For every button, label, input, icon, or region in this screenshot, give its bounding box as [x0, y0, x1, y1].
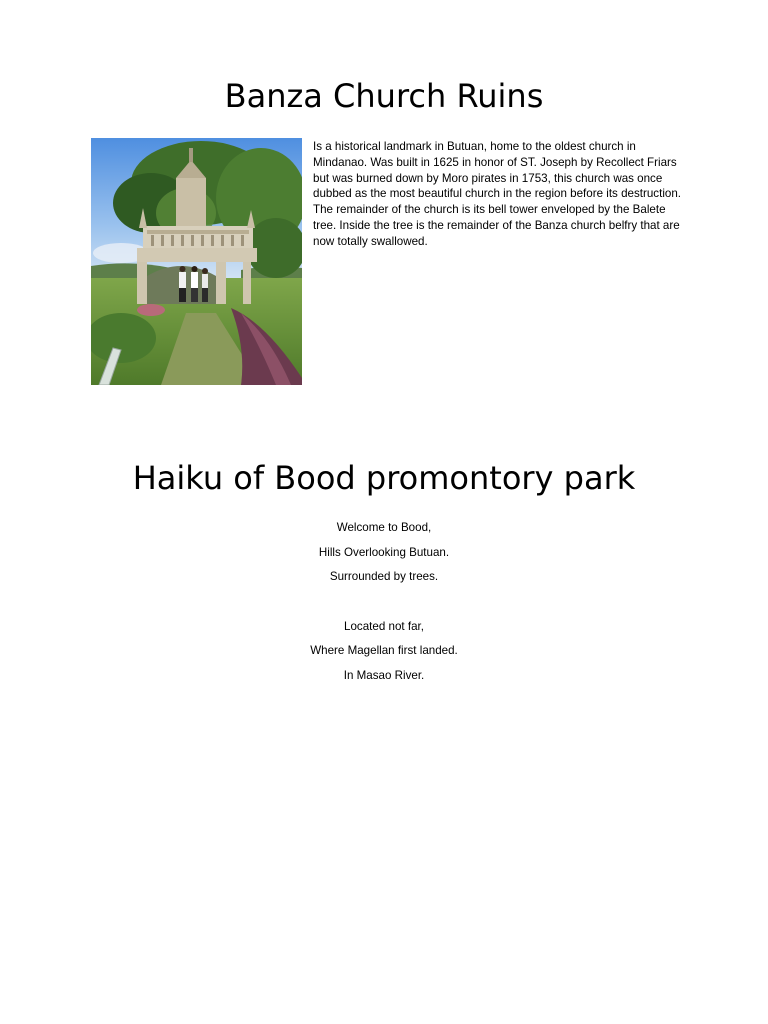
stanza-gap: [0, 592, 768, 617]
haiku-line: Surrounded by trees.: [329, 570, 439, 584]
haiku-line: In Masao River.: [343, 669, 425, 683]
haiku-line: Where Magellan first landed.: [310, 644, 458, 658]
haiku-line: Hills Overlooking Butuan.: [318, 545, 450, 559]
banza-description: Is a historical landmark in Butuan, home to the oldest church in Mindanao. Was built in 1625 in honor of ST. Joseph by Recollect Friars but was burned down by Moro pirates in 1753, this church was once dubbed as the most beautiful church in the region before its destruction. The remainder of the church is its bell tower enveloped by the Balete tree. Inside the tree is the remainder of the Banza church belfry that are now totally swallowed.: [313, 140, 682, 248]
haiku-poem: [0, 518, 768, 691]
haiku-line: Welcome to Bood,: [336, 521, 432, 534]
haiku-line: Located not far,: [344, 619, 424, 633]
section-title-haiku: Haiku of Bood promontory park: [132, 459, 636, 497]
section-title-banza: Banza Church Ruins: [224, 77, 544, 115]
banza-church-photo: [91, 138, 302, 385]
